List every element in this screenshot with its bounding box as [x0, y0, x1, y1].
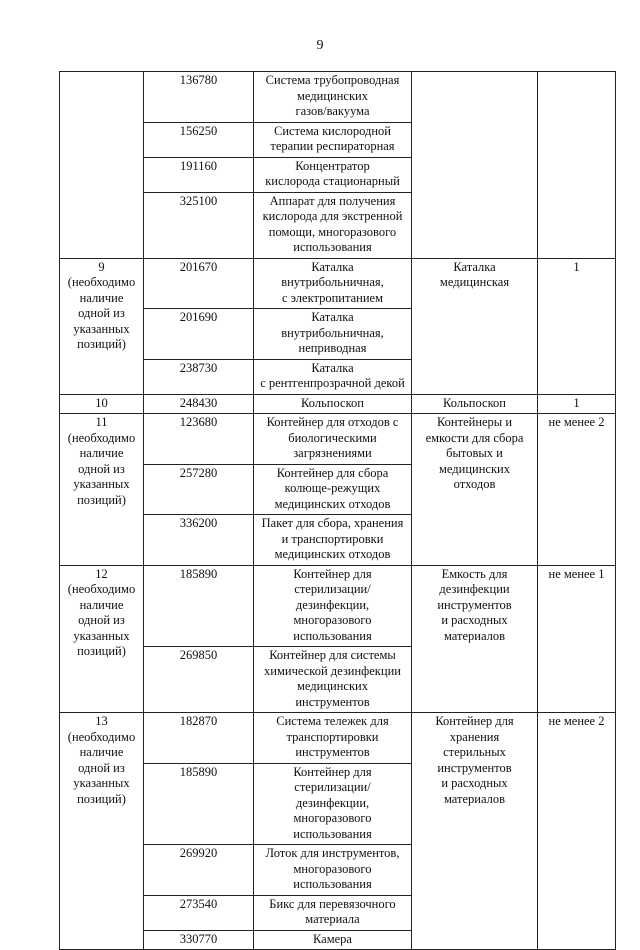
- code-cell: 336200: [144, 515, 254, 566]
- equipment-cell: Каталка медицинская: [412, 258, 538, 394]
- code-cell: 269920: [144, 845, 254, 896]
- code-cell: 156250: [144, 122, 254, 157]
- code-cell: 185890: [144, 565, 254, 647]
- group-number-cell: [60, 72, 144, 259]
- code-cell: 248430: [144, 394, 254, 414]
- table-row: [60, 258, 616, 309]
- group-number-cell: 13 (необходимо наличие одной из указанных позиций): [60, 713, 144, 950]
- equipment-cell: Контейнер для хранения стерильных инструментов и расходных материалов: [412, 713, 538, 950]
- code-cell: 257280: [144, 464, 254, 515]
- table-row: [60, 72, 616, 123]
- code-cell: 123680: [144, 414, 254, 465]
- name-cell: Контейнер для стерилизации/ дезинфекции, многоразового использования: [254, 565, 412, 647]
- group-number-cell: 10: [60, 394, 144, 414]
- name-cell: Система кислородной терапии респираторная: [254, 122, 412, 157]
- code-cell: 330770: [144, 930, 254, 950]
- name-cell: Пакет для сбора, хранения и транспортировки медицинских отходов: [254, 515, 412, 566]
- page-number: 9: [316, 38, 324, 53]
- equipment-cell: Кольпоскоп: [412, 394, 538, 414]
- name-cell: Камера: [254, 930, 412, 950]
- name-cell: Концентратор кислорода стационарный: [254, 157, 412, 192]
- quantity-cell: не менее 1: [538, 565, 616, 713]
- code-cell: 201670: [144, 258, 254, 309]
- name-cell: Лоток для инструментов, многоразового использования: [254, 845, 412, 896]
- code-cell: 325100: [144, 192, 254, 258]
- code-cell: 185890: [144, 763, 254, 845]
- name-cell: Система тележек для транспортировки инструментов: [254, 713, 412, 764]
- name-cell: Каталка с рентгенпрозрачной декой: [254, 359, 412, 394]
- name-cell: Контейнер для стерилизации/ дезинфекции, многоразового использования: [254, 763, 412, 845]
- code-cell: 136780: [144, 72, 254, 123]
- table-row: [60, 565, 616, 647]
- group-number-cell: 9 (необходимо наличие одной из указанных позиций): [60, 258, 144, 394]
- equipment-table: [59, 71, 616, 950]
- quantity-cell: не менее 2: [538, 713, 616, 950]
- group-number-cell: 11 (необходимо наличие одной из указанных позиций): [60, 414, 144, 566]
- code-cell: 269850: [144, 647, 254, 713]
- code-cell: 201690: [144, 309, 254, 360]
- table-row: [60, 394, 616, 414]
- code-cell: 182870: [144, 713, 254, 764]
- quantity-cell: [538, 72, 616, 259]
- name-cell: Аппарат для получения кислорода для экстренной помощи, многоразового использования: [254, 192, 412, 258]
- name-cell: Бикс для перевязочного материала: [254, 895, 412, 930]
- name-cell: Каталка внутрибольничная, с электропитанием: [254, 258, 412, 309]
- name-cell: Контейнер для отходов с биологическими загрязнениями: [254, 414, 412, 465]
- equipment-cell: [412, 72, 538, 259]
- quantity-cell: 1: [538, 394, 616, 414]
- quantity-cell: не менее 2: [538, 414, 616, 566]
- table-row: [60, 414, 616, 465]
- equipment-cell: Контейнеры и емкости для сбора бытовых и медицинских отходов: [412, 414, 538, 566]
- name-cell: Каталка внутрибольничная, неприводная: [254, 309, 412, 360]
- name-cell: Кольпоскоп: [254, 394, 412, 414]
- name-cell: Контейнер для системы химической дезинфекции медицинских инструментов: [254, 647, 412, 713]
- code-cell: 273540: [144, 895, 254, 930]
- group-number-cell: 12 (необходимо наличие одной из указанных позиций): [60, 565, 144, 713]
- code-cell: 238730: [144, 359, 254, 394]
- name-cell: Система трубопроводная медицинских газов/вакуума: [254, 72, 412, 123]
- quantity-cell: 1: [538, 258, 616, 394]
- name-cell: Контейнер для сбора колюще-режущих медицинских отходов: [254, 464, 412, 515]
- table-row: [60, 713, 616, 764]
- code-cell: 191160: [144, 157, 254, 192]
- equipment-cell: Емкость для дезинфекции инструментов и расходных материалов: [412, 565, 538, 713]
